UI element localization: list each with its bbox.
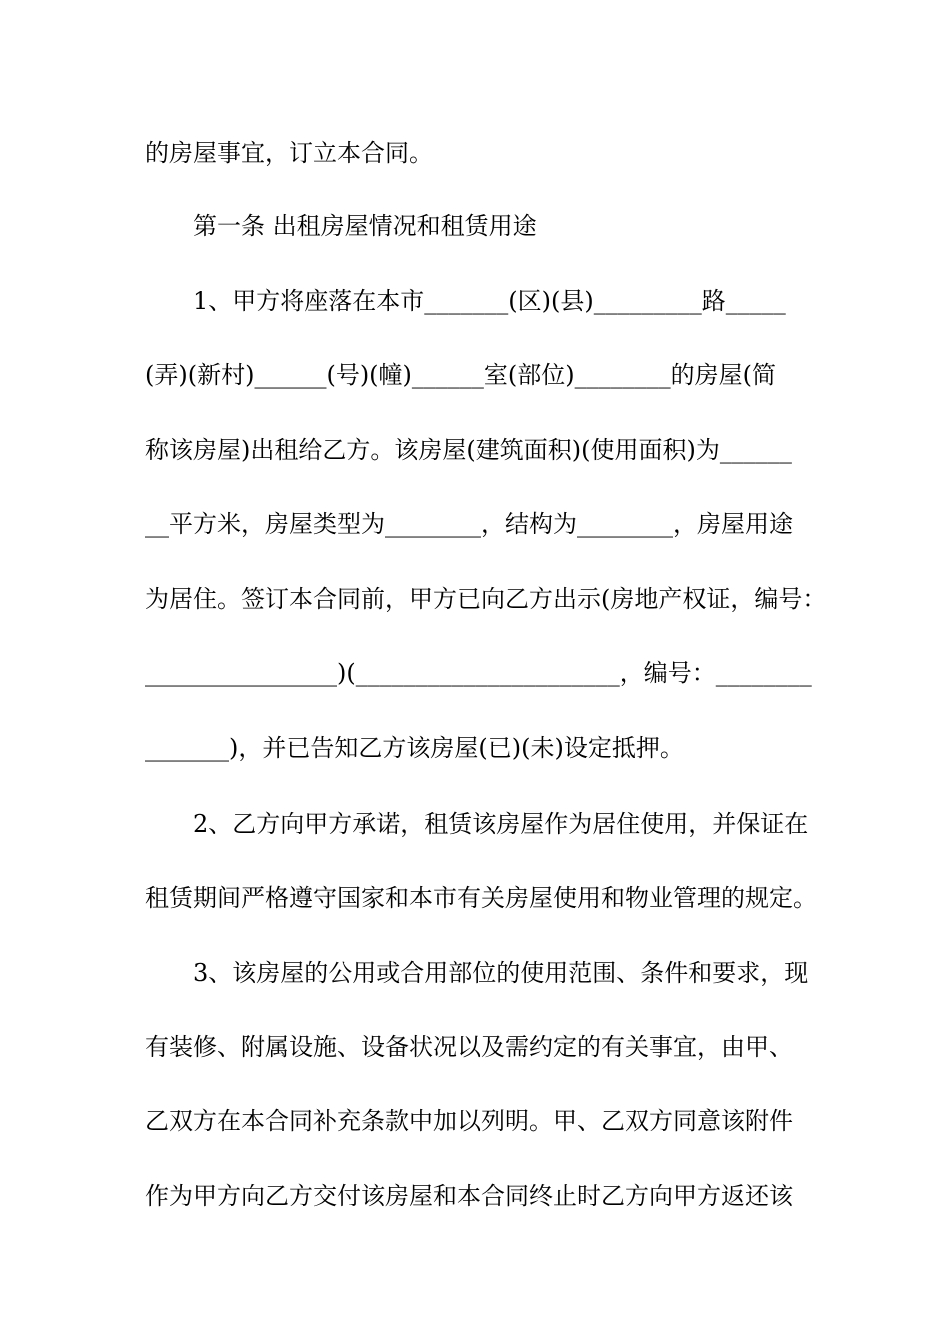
text-line: __平方米，房屋类型为________，结构为________，房屋用途	[145, 510, 793, 538]
text-line: _______)，并已告知乙方该房屋(已)(未)设定抵押。	[145, 734, 684, 762]
text-line: 称该房屋)出租给乙方。该房屋(建筑面积)(使用面积)为______	[145, 436, 792, 464]
text-line: 有装修、附属设施、设备状况以及需约定的有关事宜，由甲、	[145, 1033, 793, 1061]
text-line: 的房屋事宜，订立本合同。	[145, 139, 433, 167]
article-heading: 第一条 出租房屋情况和租赁用途	[193, 212, 537, 240]
text-line: ________________)(______________________，编号：________	[145, 659, 812, 687]
text-line: 作为甲方向乙方交付该房屋和本合同终止时乙方向甲方返还该	[145, 1182, 793, 1210]
text-line: 3、该房屋的公用或合用部位的使用范围、条件和要求，现	[193, 959, 809, 987]
text-line: 2、乙方向甲方承诺，租赁该房屋作为居住使用，并保证在	[193, 810, 809, 838]
text-line: 为居住。签订本合同前，甲方已向乙方出示(房地产权证，编号：	[145, 585, 827, 613]
text-line: 1、甲方将座落在本市_______(区)(县)_________路_____	[193, 287, 786, 315]
text-line: (弄)(新村)______(号)(幢)______室(部位)________的房屋(简	[145, 361, 776, 389]
text-line: 乙双方在本合同补充条款中加以列明。甲、乙双方同意该附件	[145, 1107, 793, 1135]
text-line: 租赁期间严格遵守国家和本市有关房屋使用和物业管理的规定。	[145, 884, 817, 912]
